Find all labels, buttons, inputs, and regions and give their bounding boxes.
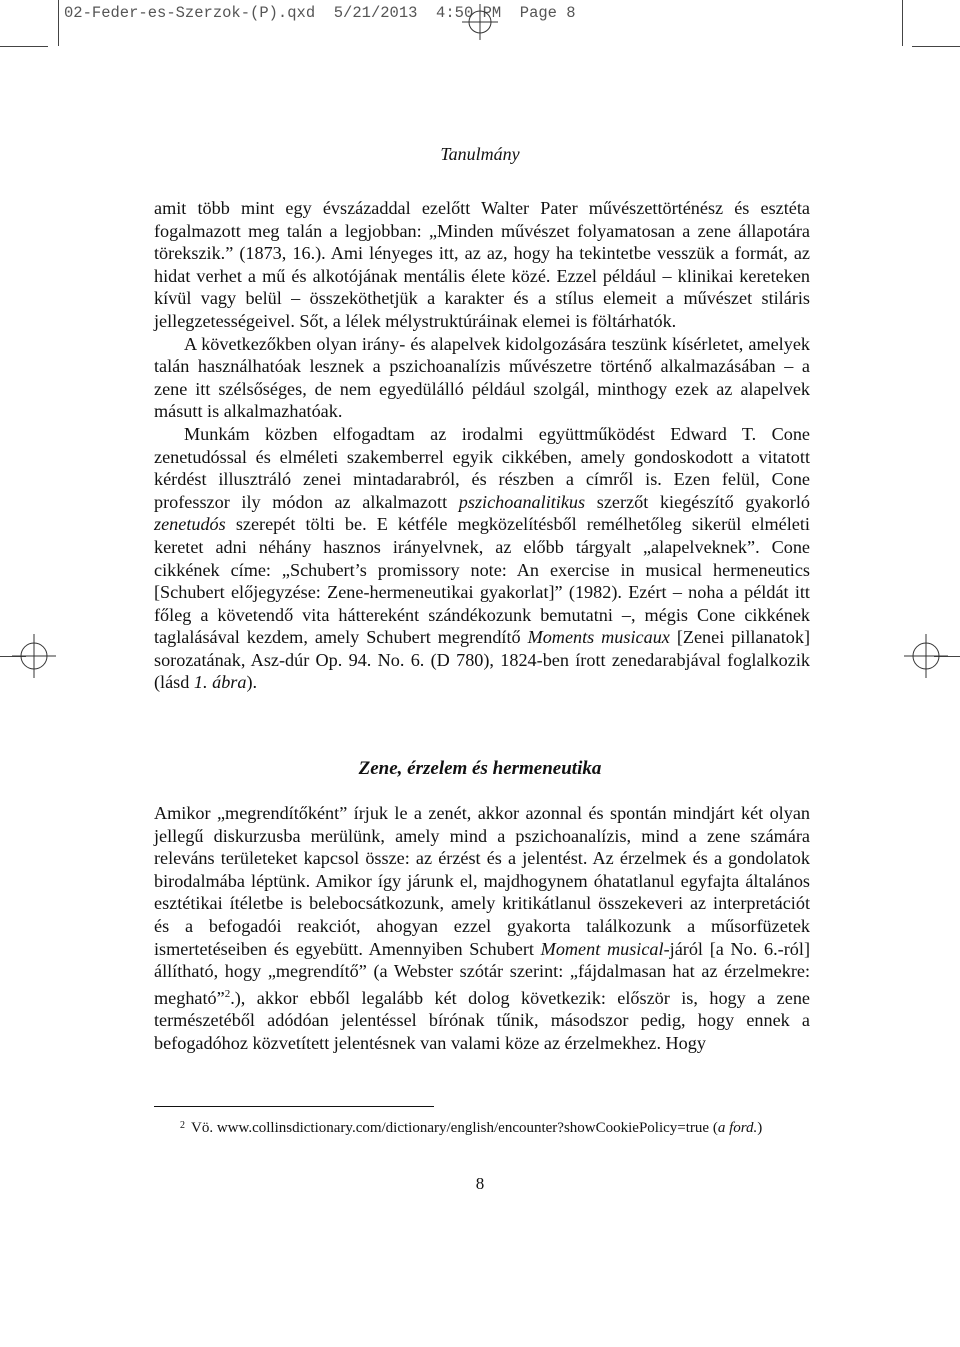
paragraph: Munkám közben elfogadtam az irodalmi együttműködést Edward T. Cone zenetudóssal és elméleti szakemberrel egyik cikkében, amely gondoskodott a vitatott kérdést illusztráló zenei mintadarabról, és részben a címről is. Ezen felül, Cone professzor ily módon az alkalmazott pszichoanalitikus szerzőt kiegészítő gyakorló zenetudós szerepét tölti be. E kétféle megközelítésből remélhetőleg sikerül elméleti keretet adni néhány hasznos irányelvnek, az előbb tárgyalt „alapelveknek”. Cone cikkének címe: „Schubert’s promissory note: An exercise in musical hermeneutics [Schubert előjegyzése: Zene-hermeneutikai gyakorlat]” (1982). Ezért – noha a példát itt főleg a követendő vita háttereként szándékozunk bemutatni –, mégis Cone cikkének taglalásával kezdem, amely Schubert megrendítő Moments musicaux [Zenei pillanatok] sorozatának, Asz-dúr Op. 94. No. 6. (D 780), 1824-ben írott zenedarabjával foglalkozik (lásd 1. ábra).: [154, 423, 811, 693]
registration-mark-left: [12, 634, 56, 678]
page-number: 8: [475, 1174, 485, 1193]
crop-mark: [0, 46, 48, 47]
body-section-1: [154, 197, 810, 694]
file-slug: 02-Feder-es-Szerzok-(P).qxd 5/21/2013 4:50 PM Page 8: [64, 4, 576, 22]
crop-mark: [58, 0, 59, 46]
paragraph: Amikor „megrendítőként” írjuk le a zenét, akkor azonnal és spontán mindjárt két olyan jellegű diskurzusba merülünk, amely mind a pszichoanalízis, mind a zene számára releváns területeket kapcsol össze: az érzést és a jelentést. Az érzelmek és a gondolatok birodalmába léptünk. Amikor így járunk el, majdhogynem óhatatlanul egyfajta általános esztétikai ítéletbe is belebocsátkozunk, amely kritikátlanul összekeveri az interpretációt és a befogadói reakciót, ahogyan ezzel gyakorta találkozunk a műsorfüzetek ismertetéseiben és egyebütt. Amennyiben Schubert Moment musical-járól [a No. 6.-ról] állítható, hogy „megrendítő” (a Webster szótár szerint: „fájdalmasan hat az érzelmekre: megható”$^2$.), akkor ebből legalább két dolog következik: először is, hogy a zene természetéből adódóan jelentéssel bírónak tűnik, másodszor pedig, hogy ennek a befogadóhoz közvetített jelentésnek van valami köze az érzelmekhez. Hogy: [154, 803, 810, 1053]
footnote-rule: [154, 1106, 434, 1107]
body-section-2: [154, 802, 810, 1055]
registration-mark-right: [904, 634, 948, 678]
crop-mark: [912, 46, 960, 47]
paragraph: amit több mint egy évszázaddal ezelőtt Walter Pater művészettörténész és esztéta fogalmazott meg talán a legjobban: „Minden művészet folyamatosan a zene állapotára törekszik.” (1873, 16.). Ami lényeges itt, az az, hogy ha tekintetbe vesszük a formát, az hidat verhet a mű és alkotójának mentális élete közé. Ezzel például – klinikai kereteken kívül vagy belül – összeköthetjük a karakter és a stílus elemeit a művészet stiláris jellegzetességeivel. Sőt, a lélek mélystruktúráinak elemei is föltárhatók.: [154, 198, 810, 331]
registration-mark-top: [462, 4, 498, 40]
running-head: Tanulmány: [440, 144, 520, 164]
footnote-ref: 2: [224, 987, 231, 1000]
footnote: $^2$ Vö. www.collinsdictionary.com/dictionary/english/encounter?showCookiePolicy=true (a ford.): [180, 1120, 763, 1136]
crop-mark: [902, 0, 903, 46]
section-heading: Zene, érzelem és hermeneutika: [358, 758, 602, 779]
paragraph: A következőkben olyan irány- és alapelvek kidolgozására teszünk kísérletet, amelyek talán használhatóak lesznek a pszichoanalízis művészetre történő alkalmazásában – a zene itt szélsőséges, de nem egyedülálló például szolgál, minthogy ezek az alapelvek másutt is alkalmazhatóak.: [154, 333, 810, 422]
